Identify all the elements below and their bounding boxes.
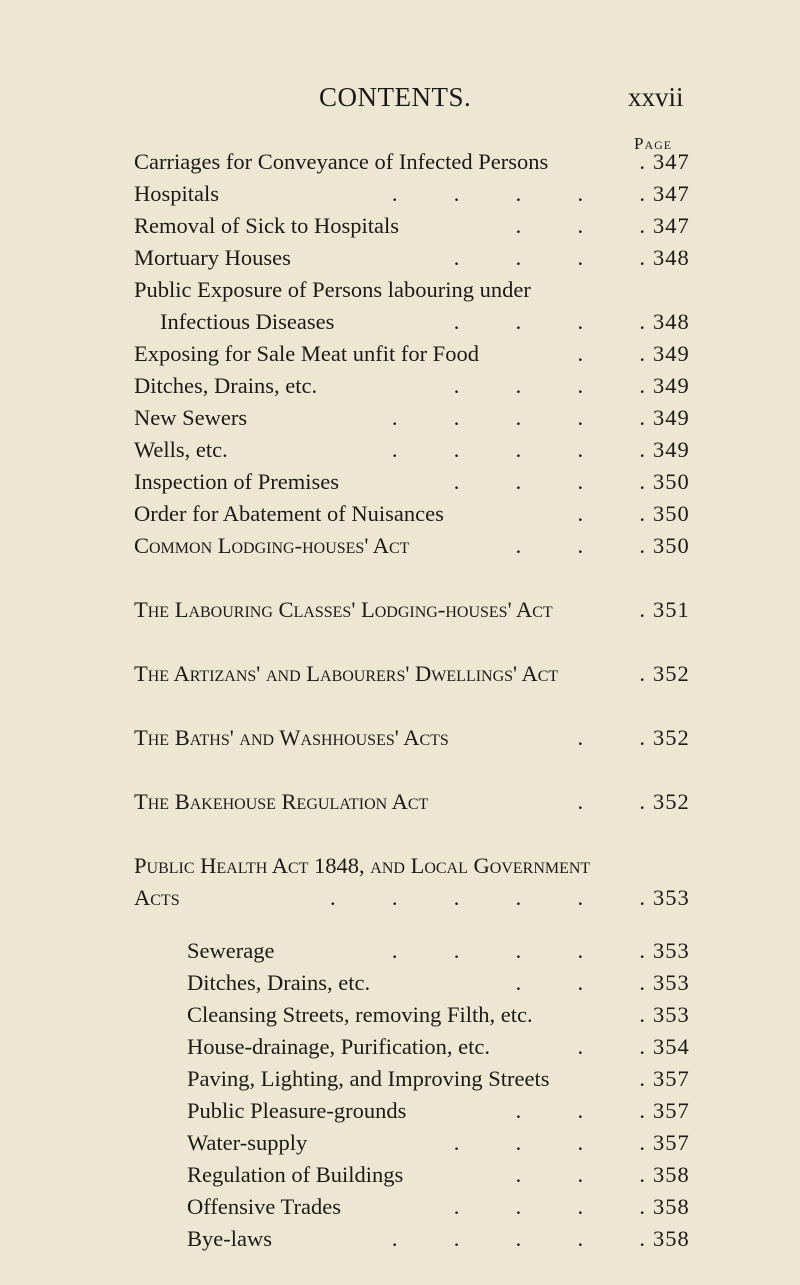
toc-leader-dots: . . <box>577 341 645 366</box>
toc-entry-page: 352 <box>653 725 690 750</box>
toc-leader-dots: . . <box>577 1034 645 1059</box>
toc-leader-dots: . . . . . . <box>330 885 645 910</box>
toc-entry-title: Ditches, Drains, etc. <box>134 373 318 398</box>
toc-entry-title: Cleansing Streets, removing Filth, etc. <box>187 1002 533 1027</box>
toc-entry <box>134 725 780 757</box>
toc-entry <box>134 245 780 277</box>
toc-entry <box>134 341 780 373</box>
toc-leader-dots: . . . . <box>453 469 645 494</box>
toc-leader-dots: . . . . <box>453 373 645 398</box>
toc-entry <box>187 970 780 1002</box>
toc-entry-page: 351 <box>653 597 690 622</box>
toc-entry <box>187 1194 780 1226</box>
toc-entry-page: 358 <box>653 1226 690 1251</box>
toc-entry-title: Inspection of Premises <box>134 469 339 494</box>
toc-leader-dots: . . . <box>515 213 645 238</box>
toc-leader-dots: . . <box>577 501 645 526</box>
toc-entry-title: Carriages for Conveyance of Infected Persons <box>134 149 549 174</box>
toc-entry-page: 353 <box>653 885 690 910</box>
toc-entry-title: Hospitals <box>134 181 220 206</box>
toc-leader-dots: . . . . <box>453 1194 645 1219</box>
toc-entry <box>134 501 780 533</box>
toc-entry-title: Regulation of Buildings <box>187 1162 404 1187</box>
toc-leader-dots: . . . . . <box>391 938 645 963</box>
toc-entry-page: 358 <box>653 1162 690 1187</box>
toc-entry <box>134 149 780 181</box>
page-column-label: Page <box>634 134 673 153</box>
toc-entry-page: 349 <box>653 373 690 398</box>
toc-leader-dots: . <box>639 149 645 174</box>
toc-leader-dots: . . <box>577 789 645 814</box>
toc-entry <box>134 373 780 405</box>
toc-leader-dots: . . . . . <box>391 405 645 430</box>
toc-leader-dots: . . . <box>515 970 645 995</box>
toc-entry-title: Exposing for Sale Meat unfit for Food <box>134 341 479 366</box>
toc-entry-title: Water-supply <box>187 1130 308 1155</box>
toc-entry <box>134 213 780 245</box>
toc-leader-dots: . . . <box>515 1098 645 1123</box>
toc-entry <box>187 1002 780 1034</box>
toc-entry-page: 347 <box>653 213 690 238</box>
toc-entry-page: 347 <box>653 149 690 174</box>
toc-entry-page: 357 <box>653 1130 690 1155</box>
toc-entry <box>187 938 780 970</box>
page-number: xxvii <box>628 82 684 112</box>
toc-entry-page: 350 <box>653 469 690 494</box>
toc-entry-title: Paving, Lighting, and Improving Streets <box>187 1066 550 1091</box>
toc-entry-page: 348 <box>653 245 690 270</box>
toc-leader-dots: . . . . <box>453 245 645 270</box>
toc-entry-title: Infectious Diseases <box>160 309 335 334</box>
toc-entry-page: 354 <box>653 1034 690 1059</box>
toc-entry-title: The Bakehouse Regulation Act <box>134 789 429 814</box>
toc-entry <box>187 1162 780 1194</box>
toc-entry-page: 353 <box>653 938 690 963</box>
toc-leader-dots: . . . <box>515 533 645 558</box>
toc-entry-title: Sewerage <box>187 938 275 963</box>
toc-entry-page: 357 <box>653 1098 690 1123</box>
toc-entry-title: Removal of Sick to Hospitals <box>134 213 399 238</box>
toc-entry <box>134 597 780 629</box>
toc-entry-page: 352 <box>653 661 690 686</box>
toc-entry <box>187 1226 780 1258</box>
toc-entry-title: Bye-laws <box>187 1226 272 1251</box>
toc-leader-dots: . . . <box>515 1162 645 1187</box>
toc-entry-page: 349 <box>653 437 690 462</box>
toc-entry-title: The Labouring Classes' Lodging-houses' Act <box>134 597 553 622</box>
toc-entry <box>134 437 780 469</box>
toc-entry-page: 353 <box>653 1002 690 1027</box>
toc-leader-dots: . . <box>577 725 645 750</box>
toc-entry-title: New Sewers <box>134 405 248 430</box>
toc-entry <box>134 181 780 213</box>
toc-entry-page: 357 <box>653 1066 690 1091</box>
toc-entry-title: The Baths' and Washhouses' Acts <box>134 725 449 750</box>
toc-leader-dots: . . . . . <box>391 437 645 462</box>
toc-leader-dots: . <box>639 1002 645 1027</box>
toc-entry-title: Ditches, Drains, etc. <box>187 970 371 995</box>
toc-entry-title: Public Exposure of Persons labouring under <box>134 277 531 302</box>
toc-entry-title: The Artizans' and Labourers' Dwellings' Act <box>134 661 559 686</box>
toc-leader-dots: . <box>639 597 645 622</box>
toc-entry-title: Acts <box>134 885 180 910</box>
toc-entry <box>134 405 780 437</box>
toc-entry <box>187 1066 780 1098</box>
toc-entry <box>134 789 780 821</box>
toc-entry-title: Mortuary Houses <box>134 245 291 270</box>
toc-entry <box>134 885 780 917</box>
toc-entry-page: 349 <box>653 405 690 430</box>
running-title: CONTENTS. <box>319 82 472 112</box>
page-header <box>0 82 800 122</box>
toc-entry <box>134 533 780 565</box>
toc-entry-title: Wells, etc. <box>134 437 228 462</box>
toc-entry <box>187 1130 780 1162</box>
toc-entry-page: 358 <box>653 1194 690 1219</box>
toc-entry-title: Public Health Act 1848, and Local Government <box>134 853 591 878</box>
toc-entry-page: 348 <box>653 309 690 334</box>
toc-entry-title: House-drainage, Purification, etc. <box>187 1034 491 1059</box>
toc-entry-page: 350 <box>653 533 690 558</box>
toc-leader-dots: . . . . . <box>391 181 645 206</box>
toc-leader-dots: . <box>639 1066 645 1091</box>
toc-entry <box>187 1034 780 1066</box>
toc-entry-page: 350 <box>653 501 690 526</box>
toc-entry <box>134 277 780 309</box>
toc-entry-page: 349 <box>653 341 690 366</box>
toc-entry-title: Common Lodging-houses' Act <box>134 533 410 558</box>
toc-entry-title: Public Pleasure-grounds <box>187 1098 407 1123</box>
toc-entry-page: 353 <box>653 970 690 995</box>
toc-leader-dots: . <box>639 661 645 686</box>
toc-entry <box>160 309 780 341</box>
toc-leader-dots: . . . . <box>453 1130 645 1155</box>
toc-entry <box>134 661 780 693</box>
toc-entry-title: Order for Abatement of Nuisances <box>134 501 444 526</box>
toc-entry <box>134 853 780 885</box>
toc-entry-page: 347 <box>653 181 690 206</box>
toc-entry <box>187 1098 780 1130</box>
toc-leader-dots: . . . . <box>453 309 645 334</box>
toc-entry-page: 352 <box>653 789 690 814</box>
toc-entry <box>134 469 780 501</box>
toc-entry-title: Offensive Trades <box>187 1194 341 1219</box>
toc-leader-dots: . . . . . <box>391 1226 645 1251</box>
